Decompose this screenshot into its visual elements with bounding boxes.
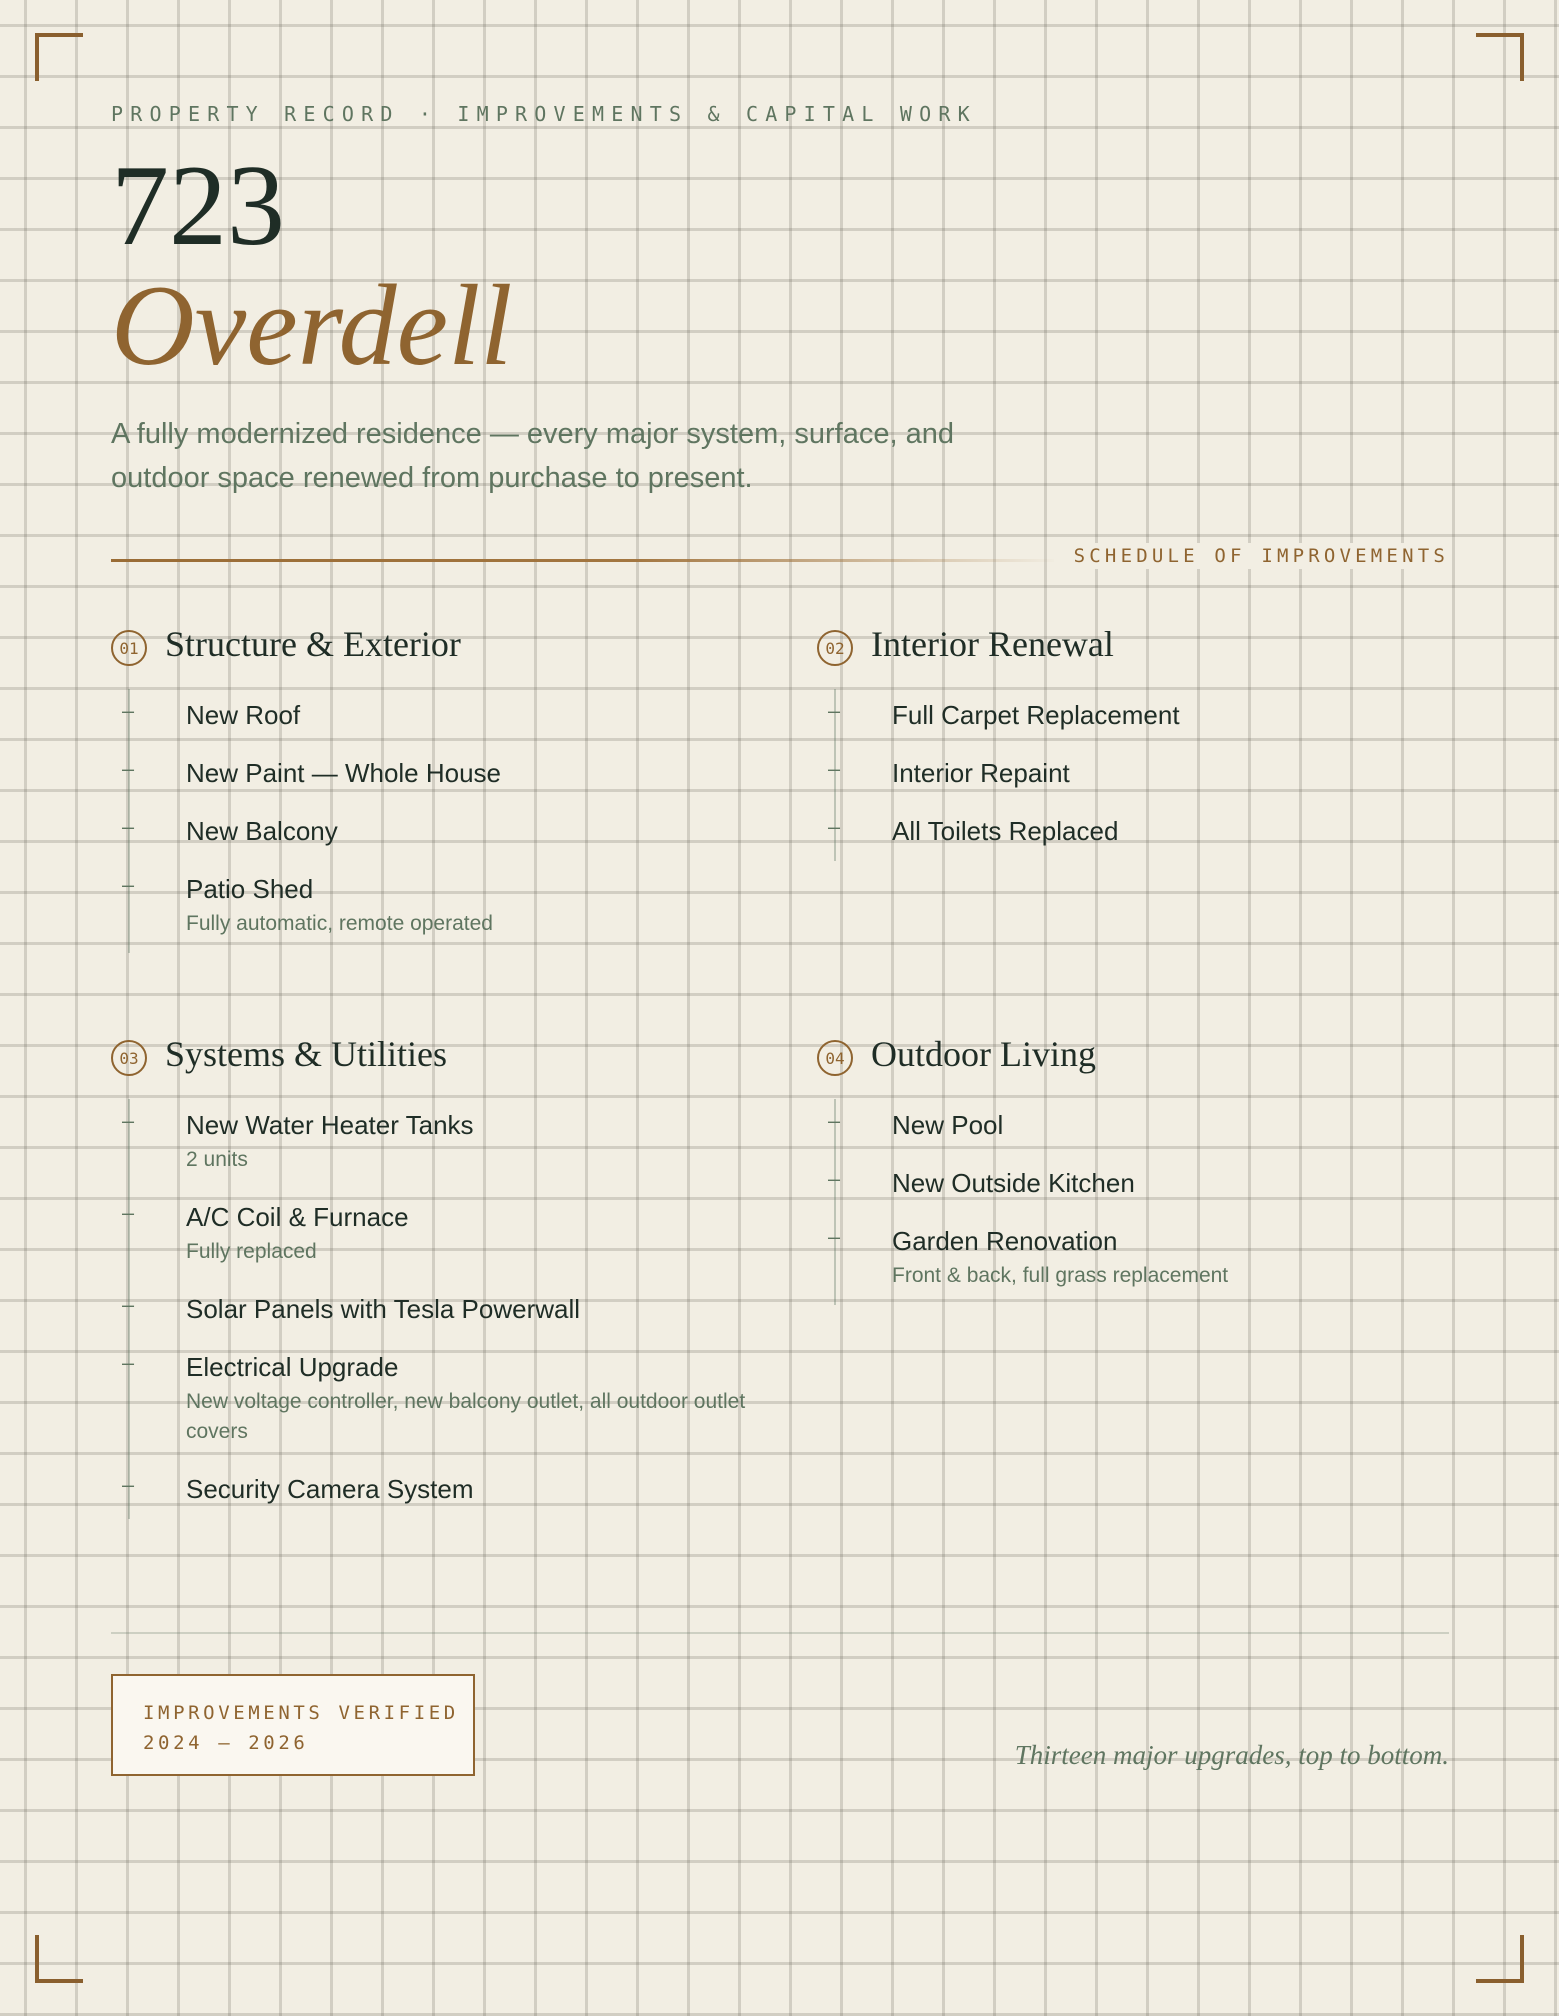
item-list (122, 689, 751, 953)
dash-marker-icon: – (828, 815, 841, 839)
dash-marker-icon: – (122, 699, 135, 723)
section-header (817, 1034, 1437, 1074)
item-label: Garden Renovation (892, 1226, 1118, 1256)
list-item (122, 699, 751, 731)
list-item (828, 757, 1437, 789)
list-item (828, 699, 1437, 731)
section-number-badge: 03 (111, 1040, 147, 1076)
section-divider (111, 559, 1061, 562)
item-label: Solar Panels with Tesla Powerwall (186, 1294, 581, 1324)
item-label: New Roof (186, 700, 301, 730)
stamp-dates: 2024 — 2026 (143, 1732, 309, 1754)
dash-marker-icon: – (122, 1201, 135, 1225)
dash-marker-icon: – (122, 757, 135, 781)
item-label: Security Camera System (186, 1474, 474, 1504)
dash-marker-icon: – (828, 757, 841, 781)
list-item (828, 1167, 1437, 1199)
section-title: Interior Renewal (871, 624, 1114, 664)
item-label: New Water Heater Tanks (186, 1110, 474, 1140)
corner-mark-bottom-right (1476, 1935, 1524, 1983)
item-label: New Pool (892, 1110, 1004, 1140)
stamp-title: IMPROVEMENTS VERIFIED (143, 1702, 459, 1724)
section-structure-exterior (111, 624, 751, 953)
item-note: Fully replaced (186, 1240, 317, 1263)
list-item (122, 1351, 751, 1447)
section-header (111, 624, 751, 664)
section-systems-utilities (111, 1034, 751, 1519)
street-name: Overdell (111, 262, 513, 390)
item-label: New Paint — Whole House (186, 758, 502, 788)
section-outdoor-living (817, 1034, 1437, 1305)
tagline: Thirteen major upgrades, top to bottom. (1014, 1740, 1449, 1770)
dash-marker-icon: – (122, 1293, 135, 1317)
dash-marker-icon: – (122, 873, 135, 897)
item-note: Front & back, full grass replacement (892, 1264, 1229, 1287)
list-item (828, 1225, 1437, 1291)
eyebrow-label: PROPERTY RECORD · IMPROVEMENTS & CAPITAL WORK (111, 102, 977, 126)
list-item (122, 873, 751, 939)
item-list (122, 1099, 751, 1519)
item-label: A/C Coil & Furnace (186, 1202, 409, 1232)
item-note: New voltage controller, new balcony outlet, all outdoor outlet covers (186, 1390, 746, 1443)
section-number-badge: 04 (817, 1040, 853, 1076)
item-note: 2 units (186, 1148, 248, 1171)
section-header (817, 624, 1437, 664)
list-item (828, 1109, 1437, 1141)
item-label: New Balcony (186, 816, 338, 846)
dash-marker-icon: – (122, 815, 135, 839)
item-note: Fully automatic, remote operated (186, 912, 493, 935)
list-item (122, 1473, 751, 1505)
house-number: 723 (111, 142, 285, 270)
item-list (828, 689, 1437, 861)
dash-marker-icon: – (828, 1109, 841, 1133)
dash-marker-icon: – (122, 1473, 135, 1497)
list-item (122, 815, 751, 847)
section-title: Systems & Utilities (165, 1034, 448, 1074)
dash-marker-icon: – (122, 1351, 135, 1375)
list-item (122, 1109, 751, 1175)
schedule-label: SCHEDULE OF IMPROVEMENTS (1054, 543, 1449, 569)
section-title: Structure & Exterior (165, 624, 461, 664)
corner-mark-bottom-left (35, 1935, 83, 1983)
list-item (122, 1293, 751, 1325)
list-item (828, 815, 1437, 847)
dash-marker-icon: – (828, 1225, 841, 1249)
item-label: Electrical Upgrade (186, 1352, 399, 1382)
verification-stamp (111, 1674, 475, 1776)
intro-text: A fully modernized residence — every major system, surface, and outdoor space renewed from purchase to present. (111, 418, 954, 494)
dash-marker-icon: – (122, 1109, 135, 1133)
item-label: Patio Shed (186, 874, 314, 904)
list-item (122, 757, 751, 789)
item-label: Full Carpet Replacement (892, 700, 1180, 730)
section-interior-renewal (817, 624, 1437, 861)
footer-divider (111, 1632, 1449, 1634)
item-label: Interior Repaint (892, 758, 1070, 788)
corner-mark-top-right (1476, 33, 1524, 81)
dash-marker-icon: – (828, 699, 841, 723)
dash-marker-icon: – (828, 1167, 841, 1191)
list-item (122, 1201, 751, 1267)
section-title: Outdoor Living (871, 1034, 1096, 1074)
item-label: All Toilets Replaced (892, 816, 1119, 846)
corner-mark-top-left (35, 33, 83, 81)
item-list (828, 1099, 1437, 1305)
section-number-badge: 02 (817, 630, 853, 666)
section-number-badge: 01 (111, 630, 147, 666)
item-label: New Outside Kitchen (892, 1168, 1135, 1198)
section-header (111, 1034, 751, 1074)
